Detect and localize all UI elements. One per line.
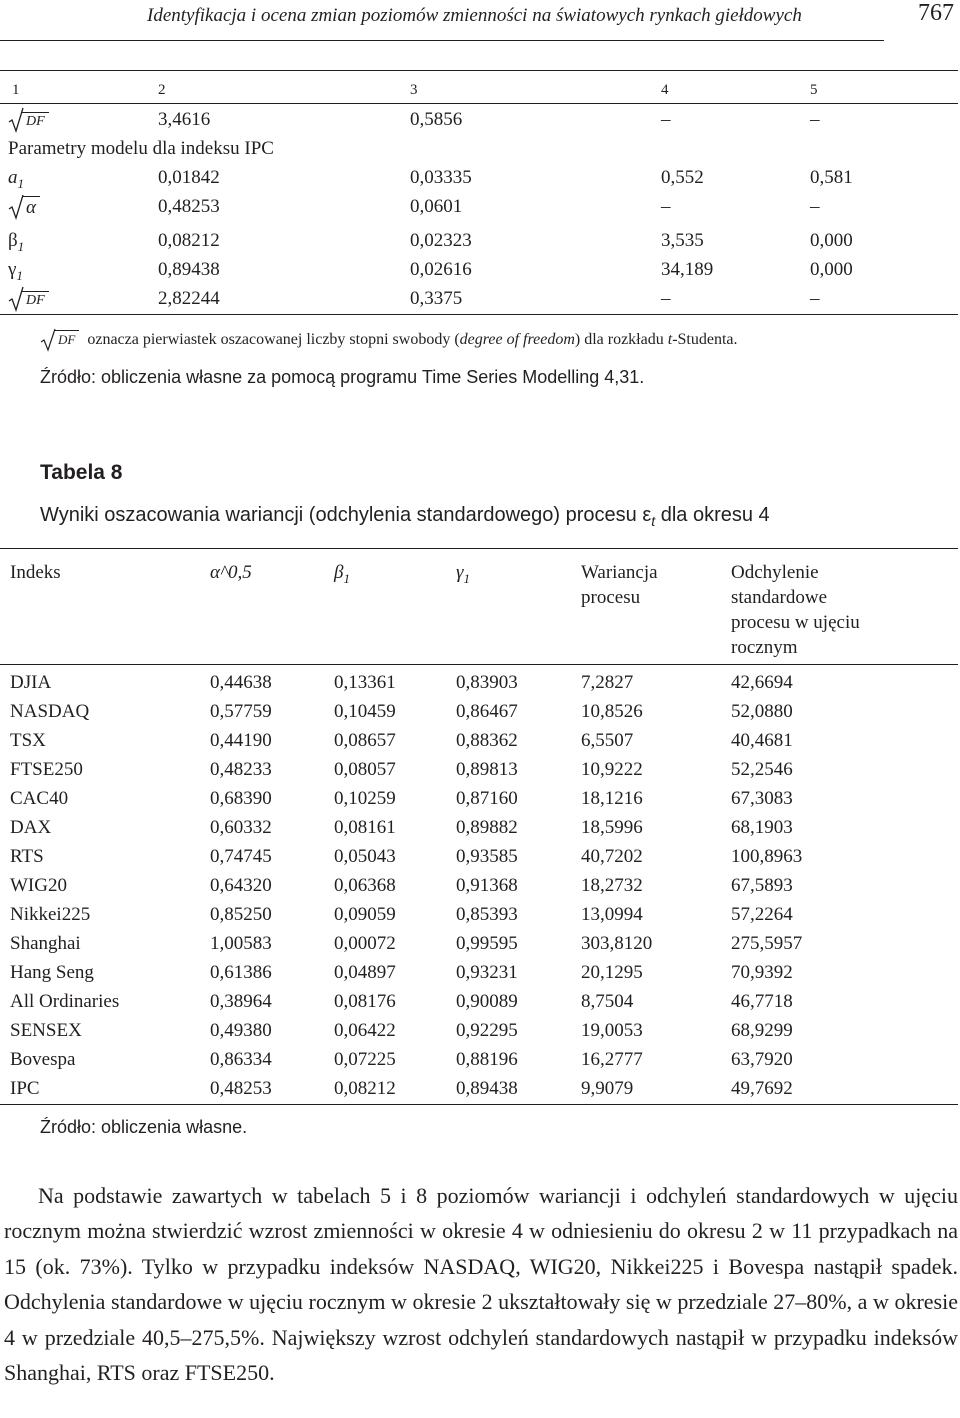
table-cell-beta: 0,10259 <box>334 788 396 809</box>
sqrt-symbol <box>8 196 40 219</box>
table-caption: Wyniki oszacowania wariancji (odchylenia standardowego) procesu $\varepsilon_t$ dla okresu 4 <box>40 504 770 529</box>
table-cell: 0,3375 <box>410 288 463 309</box>
table-cell-gamma: 0,91368 <box>456 875 518 896</box>
table-row <box>0 904 960 933</box>
table-cell-war: 6,5507 <box>581 730 634 751</box>
col-header-indeks: Indeks <box>10 562 61 583</box>
table-cell-odch: 68,9299 <box>731 1020 793 1041</box>
table-cell-gamma: 0,89813 <box>456 759 518 780</box>
table-row <box>8 109 49 131</box>
table-cell: – <box>661 109 671 130</box>
table-source: Źródło: obliczenia własne za pomocą programu Time Series Modelling 4,31. <box>40 367 645 387</box>
table-row <box>0 1020 960 1049</box>
table-cell-beta: 0,07225 <box>334 1049 396 1070</box>
table-cell-odch: 67,3083 <box>731 788 793 809</box>
col-number-5: 5 <box>810 82 818 98</box>
table-cell-odch: 40,4681 <box>731 730 793 751</box>
table-source: Źródło: obliczenia własne. <box>40 1117 248 1137</box>
sqrt-symbol <box>40 330 79 349</box>
table-cell-indeks: Shanghai <box>10 933 81 954</box>
col-number-rule <box>0 103 958 104</box>
table-cell: – <box>810 288 820 309</box>
table-cell-alpha: 0,85250 <box>210 904 272 925</box>
table-cell-beta: 0,10459 <box>334 701 396 722</box>
col-header-gamma: $\gamma_1$ <box>456 562 470 586</box>
header-rule <box>0 40 884 41</box>
table-cell-gamma: 0,89882 <box>456 817 518 838</box>
table-cell-odch: 42,6694 <box>731 672 793 693</box>
table-bottom-rule <box>0 314 958 315</box>
table-cell-alpha: 1,00583 <box>210 933 272 954</box>
table-cell-beta: 0,06422 <box>334 1020 396 1041</box>
col-number-1: 1 <box>12 82 20 98</box>
table-bottom-rule <box>0 1104 958 1105</box>
table-cell-gamma: 0,88196 <box>456 1049 518 1070</box>
table-cell-gamma: 0,85393 <box>456 904 518 925</box>
table-cell-indeks: Nikkei225 <box>10 904 91 925</box>
table-cell-indeks: Hang Seng <box>10 962 94 983</box>
table-cell-beta: 0,05043 <box>334 846 396 867</box>
table-row <box>0 730 960 759</box>
table-cell-war: 7,2827 <box>581 672 634 693</box>
col-header-wariancja: Wariancja procesu <box>581 562 658 608</box>
table-cell-gamma: 0,89438 <box>456 1078 518 1099</box>
table-cell-indeks: FTSE250 <box>10 759 83 780</box>
table-row <box>0 933 960 962</box>
table-cell-odch: 70,9392 <box>731 962 793 983</box>
table-cell-beta: 0,06368 <box>334 875 396 896</box>
table-cell-alpha: 0,48253 <box>210 1078 272 1099</box>
table-cell-indeks: NASDAQ <box>10 701 90 722</box>
table-cell-odch: 52,2546 <box>731 759 793 780</box>
sqrt-symbol <box>8 109 49 131</box>
table-cell-war: 18,1216 <box>581 788 643 809</box>
table-cell-war: 40,7202 <box>581 846 643 867</box>
col-number-2: 2 <box>158 82 166 98</box>
table-cell-odch: 275,5957 <box>731 933 803 954</box>
table-top-rule <box>0 548 958 549</box>
table-cell-odch: 67,5893 <box>731 875 793 896</box>
table-cell: 0,02616 <box>410 259 472 280</box>
table-cell: 0,0601 <box>410 196 463 217</box>
header-rule <box>0 664 958 665</box>
table-cell-alpha: 0,68390 <box>210 788 272 809</box>
table-cell-gamma: 0,88362 <box>456 730 518 751</box>
table-cell-war: 20,1295 <box>581 962 643 983</box>
table-cell-war: 13,0994 <box>581 904 643 925</box>
table-cell-gamma: 0,83903 <box>456 672 518 693</box>
table-row <box>0 1049 960 1078</box>
table-cell-alpha: 0,38964 <box>210 991 272 1012</box>
body-paragraph: Na podstawie zawartych w tabelach 5 i 8 poziomów wariancji i odchyleń standardowych w ujęciu rocznym można stwierdzić wzrost zmienności w okresie 4 w odniesieniu do okresu 2 w 11 przypadkach na 15 (ok. 73%). Tylko w przypadku indeksów NASDAQ, WIG20, Nikkei225 i Bovespa nastąpił spadek. Odchylenia standardowe w ujęciu rocznym w okresie 2 ukształtowały się w przedziale 27–80%, a w okresie 4 w przedziale 40,5–275,5%. Największy wzrost odchyleń standardowych nastąpił w przypadku indeksów Shanghai, RTS oraz FTSE250. <box>4 1183 958 1386</box>
sqrt-radicand: DF <box>22 112 49 130</box>
table-row <box>0 991 960 1020</box>
table-cell-beta: 0,08212 <box>334 1078 396 1099</box>
table-cell-alpha: 0,64320 <box>210 875 272 896</box>
col-number-3: 3 <box>410 82 418 98</box>
table-row-label: $\beta_1$ <box>8 230 25 254</box>
table-cell-war: 303,8120 <box>581 933 653 954</box>
table-cell-odch: 68,1903 <box>731 817 793 838</box>
table-cell-indeks: TSX <box>10 730 46 751</box>
table-row <box>0 759 960 788</box>
col-number-4: 4 <box>661 82 669 98</box>
table-cell: 0,5856 <box>410 109 463 130</box>
table-row-label: $\gamma_1$ <box>8 259 23 283</box>
table-cell-indeks: Bovespa <box>10 1049 76 1070</box>
sqrt-radicand: DF <box>22 291 49 309</box>
table-cell-odch: 52,0880 <box>731 701 793 722</box>
table-cell-odch: 49,7692 <box>731 1078 793 1099</box>
table-cell-gamma: 0,93231 <box>456 962 518 983</box>
table-cell-alpha: 0,44638 <box>210 672 272 693</box>
table-row <box>0 788 960 817</box>
table-label: Tabela 8 <box>40 461 123 484</box>
table-cell-indeks: DJIA <box>10 672 52 693</box>
table-row <box>0 875 960 904</box>
table-cell-gamma: 0,99595 <box>456 933 518 954</box>
table-cell-indeks: IPC <box>10 1078 40 1099</box>
table-cell-alpha: 0,57759 <box>210 701 272 722</box>
table-cell: – <box>810 196 820 217</box>
table-row-label <box>8 288 49 310</box>
table-cell-war: 18,5996 <box>581 817 643 838</box>
table-cell: 0,48253 <box>158 196 220 217</box>
page-number: 767 <box>918 0 954 26</box>
table-cell-beta: 0,08057 <box>334 759 396 780</box>
table-row <box>0 1078 960 1107</box>
table-row-label <box>8 196 40 219</box>
table-cell-war: 18,2732 <box>581 875 643 896</box>
sqrt-radicand: α <box>22 196 40 219</box>
table-cell: 0,89438 <box>158 259 220 280</box>
table-cell: 0,000 <box>810 259 853 280</box>
table-cell-indeks: CAC40 <box>10 788 69 809</box>
table-top-rule <box>0 70 958 71</box>
table-cell-odch: 57,2264 <box>731 904 793 925</box>
table-cell-alpha: 0,44190 <box>210 730 272 751</box>
table-row <box>0 962 960 991</box>
table-cell-alpha: 0,74745 <box>210 846 272 867</box>
table-cell: – <box>661 288 671 309</box>
table-cell-indeks: RTS <box>10 846 44 867</box>
table-cell-indeks: DAX <box>10 817 52 838</box>
sqrt-symbol <box>8 288 49 310</box>
table-cell-war: 16,2777 <box>581 1049 643 1070</box>
table-cell-gamma: 0,86467 <box>456 701 518 722</box>
table-cell-gamma: 0,87160 <box>456 788 518 809</box>
table-cell-indeks: SENSEX <box>10 1020 82 1041</box>
col-header-beta: $\beta_1$ <box>334 562 350 586</box>
table-cell-beta: 0,09059 <box>334 904 396 925</box>
table-note: DF oznacza pierwiastek oszacowanej liczby stopni swobody (degree of freedom) dla rozkładu t-Studenta. <box>40 330 738 349</box>
table-cell-beta: 0,08161 <box>334 817 396 838</box>
table-cell-gamma: 0,93585 <box>456 846 518 867</box>
table-cell-alpha: 0,61386 <box>210 962 272 983</box>
table-cell: 2,82244 <box>158 288 220 309</box>
sqrt-radicand: DF <box>54 330 79 348</box>
table-row <box>0 701 960 730</box>
table-cell-alpha: 0,86334 <box>210 1049 272 1070</box>
table-cell: 3,4616 <box>158 109 211 130</box>
running-header-title: Identyfikacja i ocena zmian poziomów zmienności na światowych rynkach giełdowych <box>147 5 802 26</box>
table-cell: 3,535 <box>661 230 704 251</box>
table-cell-alpha: 0,60332 <box>210 817 272 838</box>
table-cell: 34,189 <box>661 259 714 280</box>
table-row <box>0 672 960 701</box>
table-cell: 0,000 <box>810 230 853 251</box>
table-cell-odch: 100,8963 <box>731 846 803 867</box>
table-cell-beta: 0,00072 <box>334 933 396 954</box>
table-cell-beta: 0,08176 <box>334 991 396 1012</box>
table-cell-war: 8,7504 <box>581 991 634 1012</box>
table-cell-beta: 0,13361 <box>334 672 396 693</box>
table-cell-alpha: 0,48233 <box>210 759 272 780</box>
section-label: Parametry modelu dla indeksu IPC <box>8 138 274 159</box>
table-cell-indeks: WIG20 <box>10 875 67 896</box>
table-cell-alpha: 0,49380 <box>210 1020 272 1041</box>
table-cell-war: 10,9222 <box>581 759 643 780</box>
table-cell-gamma: 0,92295 <box>456 1020 518 1041</box>
table-cell: – <box>810 109 820 130</box>
table-cell-odch: 46,7718 <box>731 991 793 1012</box>
col-header-alpha: α^0,5 <box>210 562 252 583</box>
table-row-label: $a_1$ <box>8 167 24 191</box>
table-cell: 0,02323 <box>410 230 472 251</box>
table-row <box>0 817 960 846</box>
table-cell-indeks: All Ordinaries <box>10 991 120 1012</box>
table-row <box>0 846 960 875</box>
col-header-odchylenie: Odchylenie standardowe procesu w ujęciu rocznym <box>731 562 860 658</box>
table-cell: 0,552 <box>661 167 704 188</box>
table-cell: – <box>661 196 671 217</box>
table-cell-odch: 63,7920 <box>731 1049 793 1070</box>
table-cell-war: 9,9079 <box>581 1078 634 1099</box>
table-cell-war: 10,8526 <box>581 701 643 722</box>
table-cell-gamma: 0,90089 <box>456 991 518 1012</box>
table-cell: 0,581 <box>810 167 853 188</box>
table-cell-beta: 0,08657 <box>334 730 396 751</box>
table-cell: 0,03335 <box>410 167 472 188</box>
table-cell-war: 19,0053 <box>581 1020 643 1041</box>
table-cell: 0,08212 <box>158 230 220 251</box>
table-cell: 0,01842 <box>158 167 220 188</box>
table-cell-beta: 0,04897 <box>334 962 396 983</box>
